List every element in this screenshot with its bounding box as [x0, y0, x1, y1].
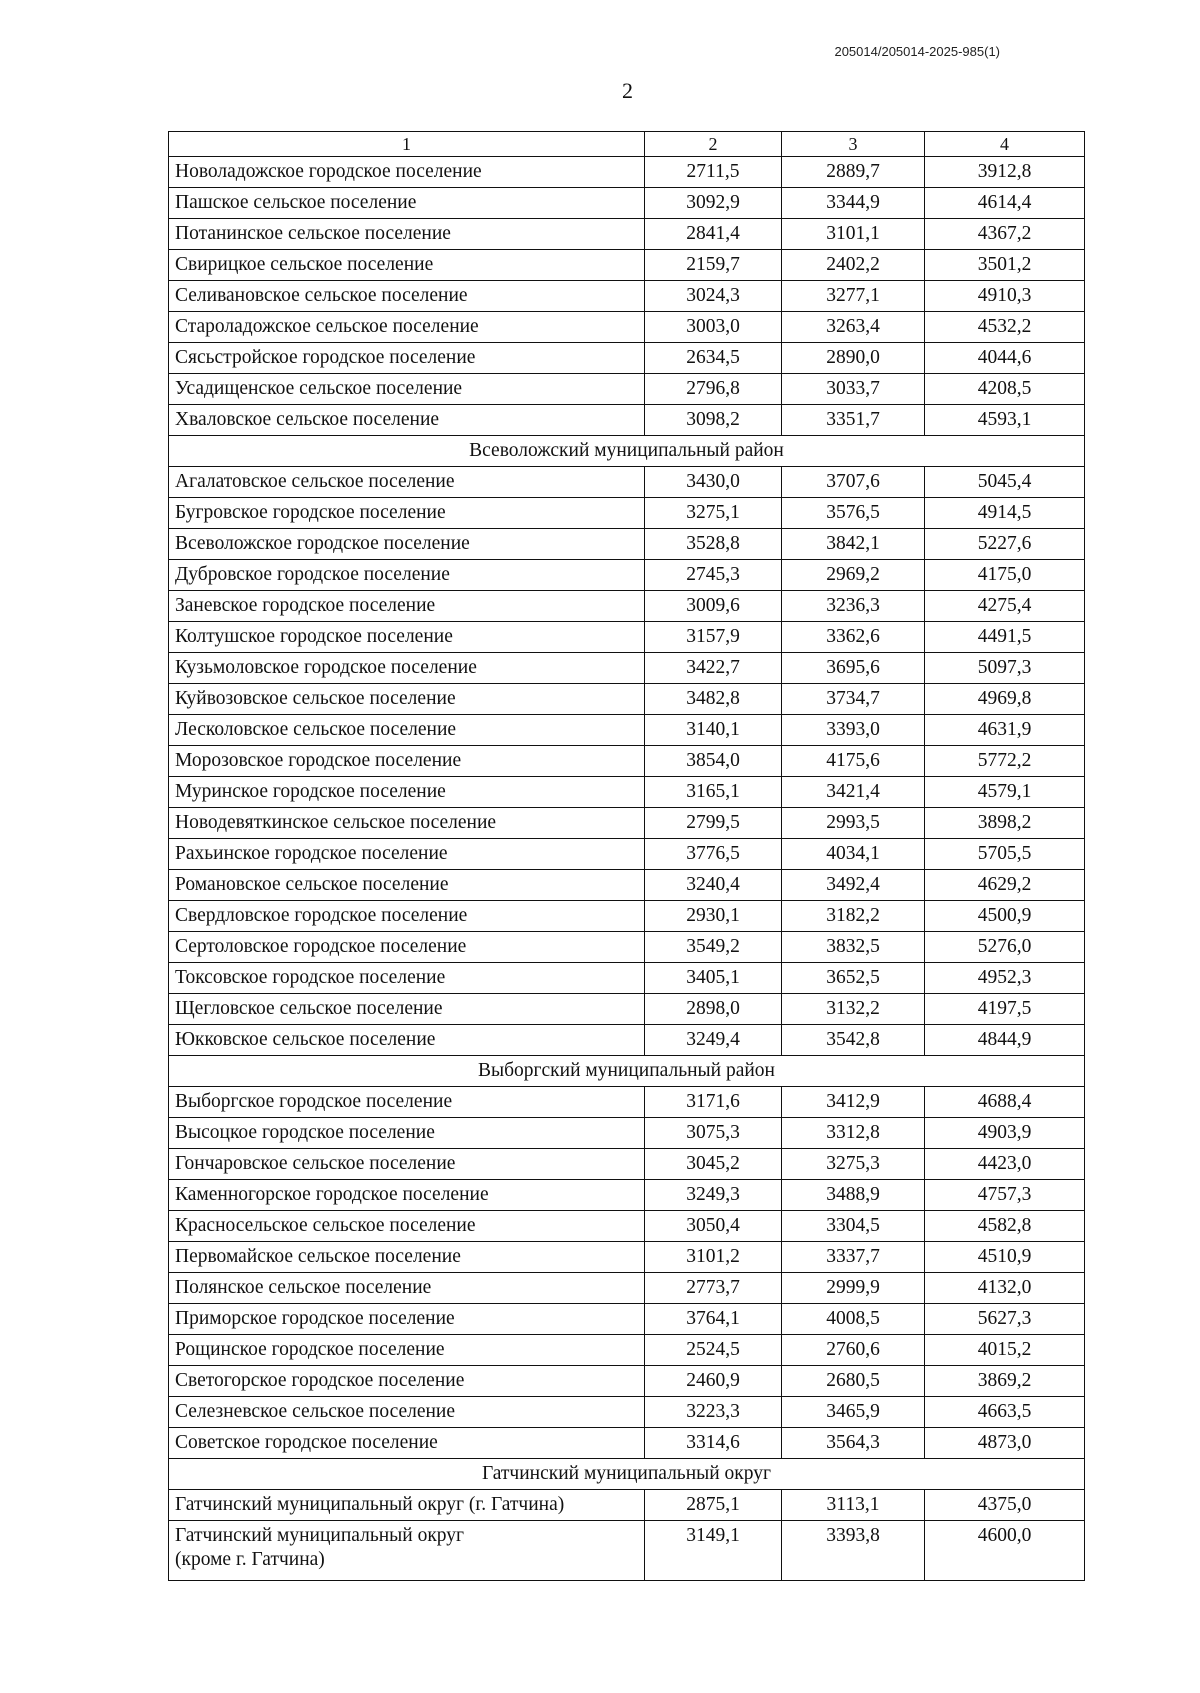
table-row [169, 1242, 1085, 1273]
value-cell-c4: 5772,2 [925, 746, 1085, 777]
data-table [168, 131, 1085, 1581]
value-cell-c3: 2993,5 [782, 808, 925, 839]
table-row [169, 777, 1085, 808]
table-row [169, 1087, 1085, 1118]
value-cell-c2: 3764,1 [645, 1304, 782, 1335]
table-row [169, 622, 1085, 653]
settlement-name-text: Хваловское сельское поселение [175, 409, 440, 430]
table-row [169, 715, 1085, 746]
table-row [169, 312, 1085, 343]
settlement-name-text-line2: (кроме г. Гатчина) [175, 1549, 325, 1570]
table-row [169, 157, 1085, 188]
table-row [169, 1118, 1085, 1149]
settlement-name-text: Новодевяткинское сельское поселение [175, 812, 497, 833]
value-cell-c4: 4510,9 [925, 1242, 1085, 1273]
table-row [169, 808, 1085, 839]
value-cell-c4: 4663,5 [925, 1397, 1085, 1428]
value-cell-c3: 2402,2 [782, 250, 925, 281]
table-row [169, 1149, 1085, 1180]
value-cell-c4: 4969,8 [925, 684, 1085, 715]
settlement-name-text: Пашское сельское поселение [175, 192, 417, 213]
value-cell-c4: 4593,1 [925, 405, 1085, 436]
settlement-name-text: Муринское городское поселение [175, 781, 446, 802]
settlement-name [169, 1118, 645, 1149]
value-cell-c4: 4132,0 [925, 1273, 1085, 1304]
settlement-name [169, 1087, 645, 1118]
value-cell-c3: 3564,3 [782, 1428, 925, 1459]
settlement-name [169, 622, 645, 653]
value-cell-c2: 3024,3 [645, 281, 782, 312]
settlement-name [169, 1242, 645, 1273]
value-cell-c3: 3277,1 [782, 281, 925, 312]
value-cell-c2: 3165,1 [645, 777, 782, 808]
settlement-name [169, 901, 645, 932]
value-cell-c2: 2460,9 [645, 1366, 782, 1397]
table-row [169, 219, 1085, 250]
value-cell-c4: 4688,4 [925, 1087, 1085, 1118]
table-row [169, 343, 1085, 374]
value-cell-c3: 3351,7 [782, 405, 925, 436]
value-cell-c3: 3842,1 [782, 529, 925, 560]
value-cell-c3: 2890,0 [782, 343, 925, 374]
value-cell-c2: 3776,5 [645, 839, 782, 870]
value-cell-c4: 5705,5 [925, 839, 1085, 870]
settlement-name-text: Токсовское городское поселение [175, 967, 446, 988]
value-cell-c3: 4008,5 [782, 1304, 925, 1335]
table-row [169, 684, 1085, 715]
settlement-name-text: Щегловское сельское поселение [175, 998, 443, 1019]
value-cell-c4: 4367,2 [925, 219, 1085, 250]
settlement-name [169, 839, 645, 870]
settlement-name-text: Всеволожское городское поселение [175, 533, 470, 554]
value-cell-c2: 3149,1 [645, 1521, 782, 1581]
table-row [169, 839, 1085, 870]
settlement-name-text: Куйвозовское сельское поселение [175, 688, 456, 709]
value-cell-c2: 3405,1 [645, 963, 782, 994]
settlement-name [169, 1521, 645, 1581]
settlement-name [169, 1149, 645, 1180]
value-cell-c4: 4629,2 [925, 870, 1085, 901]
value-cell-c2: 2796,8 [645, 374, 782, 405]
value-cell-c3: 3304,5 [782, 1211, 925, 1242]
value-cell-c3: 3542,8 [782, 1025, 925, 1056]
value-cell-c3: 2969,2 [782, 560, 925, 591]
settlement-name [169, 994, 645, 1025]
value-cell-c2: 3854,0 [645, 746, 782, 777]
value-cell-c2: 3528,8 [645, 529, 782, 560]
value-cell-c3: 2680,5 [782, 1366, 925, 1397]
value-cell-c4: 4910,3 [925, 281, 1085, 312]
value-cell-c3: 3275,3 [782, 1149, 925, 1180]
value-cell-c2: 3275,1 [645, 498, 782, 529]
table-row [169, 901, 1085, 932]
settlement-name [169, 560, 645, 591]
page-number: 2 [622, 78, 633, 103]
value-cell-c3: 3362,6 [782, 622, 925, 653]
value-cell-c4: 4844,9 [925, 1025, 1085, 1056]
value-cell-c4: 5627,3 [925, 1304, 1085, 1335]
value-cell-c4: 4952,3 [925, 963, 1085, 994]
settlement-name-text: Лесколовское сельское поселение [175, 719, 457, 740]
settlement-name-text: Рахьинское городское поселение [175, 843, 448, 864]
settlement-name-text: Светогорское городское поселение [175, 1370, 465, 1391]
settlement-name-text: Каменногорское городское поселение [175, 1184, 489, 1205]
section-title: Всеволожский муниципальный район [169, 436, 1085, 467]
value-cell-c3: 3344,9 [782, 188, 925, 219]
table-row [169, 405, 1085, 436]
value-cell-c3: 3652,5 [782, 963, 925, 994]
table-row [169, 746, 1085, 777]
value-cell-c2: 3249,3 [645, 1180, 782, 1211]
value-cell-c2: 3003,0 [645, 312, 782, 343]
value-cell-c2: 2773,7 [645, 1273, 782, 1304]
value-cell-c3: 3182,2 [782, 901, 925, 932]
settlement-name [169, 1397, 645, 1428]
settlement-name [169, 467, 645, 498]
section-title: Выборгский муниципальный район [169, 1056, 1085, 1087]
value-cell-c2: 2799,5 [645, 808, 782, 839]
value-cell-c4: 5097,3 [925, 653, 1085, 684]
value-cell-c3: 3101,1 [782, 219, 925, 250]
table-row [169, 870, 1085, 901]
value-cell-c2: 3140,1 [645, 715, 782, 746]
value-cell-c3: 3263,4 [782, 312, 925, 343]
value-cell-c4: 5045,4 [925, 467, 1085, 498]
table-row [169, 591, 1085, 622]
table-row [169, 1366, 1085, 1397]
settlement-name [169, 1490, 645, 1521]
settlement-name [169, 374, 645, 405]
value-cell-c3: 4175,6 [782, 746, 925, 777]
settlement-name-text: Полянское сельское поселение [175, 1277, 432, 1298]
section-row [169, 1056, 1085, 1087]
section-row [169, 436, 1085, 467]
table-row [169, 653, 1085, 684]
settlement-name [169, 281, 645, 312]
value-cell-c4: 4579,1 [925, 777, 1085, 808]
value-cell-c3: 3695,6 [782, 653, 925, 684]
header-cell: 2 [645, 132, 782, 157]
value-cell-c4: 4423,0 [925, 1149, 1085, 1180]
value-cell-c3: 3465,9 [782, 1397, 925, 1428]
document-id: 205014/205014-2025-985(1) [834, 44, 1000, 59]
settlement-name-text: Выборгское городское поселение [175, 1091, 453, 1112]
value-cell-c4: 3912,8 [925, 157, 1085, 188]
settlement-name [169, 1273, 645, 1304]
settlement-name [169, 715, 645, 746]
table-row [169, 281, 1085, 312]
settlement-name-text: Селивановское сельское поселение [175, 285, 468, 306]
settlement-name [169, 343, 645, 374]
value-cell-c2: 2745,3 [645, 560, 782, 591]
settlement-name [169, 219, 645, 250]
settlement-name-text: Свердловское городское поселение [175, 905, 468, 926]
value-cell-c3: 3734,7 [782, 684, 925, 715]
settlement-name [169, 157, 645, 188]
settlement-name-text: Советское городское поселение [175, 1432, 438, 1453]
settlement-name-text: Усадищенское сельское поселение [175, 378, 463, 399]
value-cell-c2: 3075,3 [645, 1118, 782, 1149]
value-cell-c4: 4614,4 [925, 188, 1085, 219]
value-cell-c4: 4375,0 [925, 1490, 1085, 1521]
value-cell-c2: 2524,5 [645, 1335, 782, 1366]
value-cell-c4: 4175,0 [925, 560, 1085, 591]
value-cell-c4: 4208,5 [925, 374, 1085, 405]
settlement-name-text: Рощинское городское поселение [175, 1339, 445, 1360]
settlement-name-text: Романовское сельское поселение [175, 874, 449, 895]
table-row [169, 1273, 1085, 1304]
table-row [169, 1490, 1085, 1521]
settlement-name-text: Колтушское городское поселение [175, 626, 453, 647]
table-row [169, 932, 1085, 963]
value-cell-c2: 2634,5 [645, 343, 782, 374]
value-cell-c4: 4903,9 [925, 1118, 1085, 1149]
settlement-name [169, 188, 645, 219]
settlement-name-text: Гатчинский муниципальный округ (г. Гатчина) [175, 1494, 565, 1515]
settlement-name [169, 405, 645, 436]
value-cell-c3: 3488,9 [782, 1180, 925, 1211]
settlement-name [169, 1428, 645, 1459]
header-cell: 4 [925, 132, 1085, 157]
table-row [169, 374, 1085, 405]
value-cell-c2: 3430,0 [645, 467, 782, 498]
settlement-name-text: Заневское городское поселение [175, 595, 436, 616]
value-cell-c3: 3492,4 [782, 870, 925, 901]
table-row [169, 994, 1085, 1025]
table-row [169, 963, 1085, 994]
value-cell-c4: 4757,3 [925, 1180, 1085, 1211]
value-cell-c2: 2875,1 [645, 1490, 782, 1521]
settlement-name [169, 498, 645, 529]
value-cell-c4: 4197,5 [925, 994, 1085, 1025]
settlement-name-text: Гатчинский муниципальный округ [175, 1525, 465, 1546]
value-cell-c2: 2898,0 [645, 994, 782, 1025]
settlement-name-text: Дубровское городское поселение [175, 564, 450, 585]
value-cell-c2: 3050,4 [645, 1211, 782, 1242]
settlement-name [169, 312, 645, 343]
settlement-name [169, 250, 645, 281]
value-cell-c2: 3240,4 [645, 870, 782, 901]
header-cell: 3 [782, 132, 925, 157]
settlement-name [169, 653, 645, 684]
settlement-name-text: Высоцкое городское поселение [175, 1122, 435, 1143]
value-cell-c2: 3549,2 [645, 932, 782, 963]
value-cell-c2: 3422,7 [645, 653, 782, 684]
settlement-name-text: Юкковское сельское поселение [175, 1029, 436, 1050]
value-cell-c3: 3393,0 [782, 715, 925, 746]
value-cell-c3: 3033,7 [782, 374, 925, 405]
value-cell-c2: 3171,6 [645, 1087, 782, 1118]
value-cell-c4: 4631,9 [925, 715, 1085, 746]
table-row [169, 1304, 1085, 1335]
value-cell-c2: 3098,2 [645, 405, 782, 436]
settlement-name-text: Гончаровское сельское поселение [175, 1153, 456, 1174]
value-cell-c2: 3157,9 [645, 622, 782, 653]
value-cell-c2: 3009,6 [645, 591, 782, 622]
value-cell-c4: 4914,5 [925, 498, 1085, 529]
value-cell-c2: 2841,4 [645, 219, 782, 250]
settlement-name [169, 591, 645, 622]
table-row [169, 1180, 1085, 1211]
value-cell-c4: 4015,2 [925, 1335, 1085, 1366]
value-cell-c3: 2889,7 [782, 157, 925, 188]
table-header-row [169, 132, 1085, 157]
value-cell-c4: 5276,0 [925, 932, 1085, 963]
value-cell-c2: 2711,5 [645, 157, 782, 188]
settlement-name [169, 932, 645, 963]
settlement-name-text: Приморское городское поселение [175, 1308, 455, 1329]
value-cell-c3: 3412,9 [782, 1087, 925, 1118]
value-cell-c2: 3482,8 [645, 684, 782, 715]
settlement-name [169, 529, 645, 560]
value-cell-c3: 3393,8 [782, 1521, 925, 1581]
value-cell-c2: 3101,2 [645, 1242, 782, 1273]
value-cell-c2: 2930,1 [645, 901, 782, 932]
value-cell-c3: 3707,6 [782, 467, 925, 498]
value-cell-c3: 4034,1 [782, 839, 925, 870]
table-row [169, 1335, 1085, 1366]
value-cell-c4: 3898,2 [925, 808, 1085, 839]
value-cell-c2: 2159,7 [645, 250, 782, 281]
table-row [169, 1397, 1085, 1428]
value-cell-c2: 3249,4 [645, 1025, 782, 1056]
settlement-name [169, 870, 645, 901]
value-cell-c3: 3337,7 [782, 1242, 925, 1273]
header-cell: 1 [169, 132, 645, 157]
table-row [169, 188, 1085, 219]
value-cell-c4: 5227,6 [925, 529, 1085, 560]
settlement-name-text: Морозовское городское поселение [175, 750, 462, 771]
settlement-name [169, 1335, 645, 1366]
table-row [169, 529, 1085, 560]
settlement-name [169, 1025, 645, 1056]
settlement-name [169, 808, 645, 839]
table-row [169, 498, 1085, 529]
value-cell-c4: 3869,2 [925, 1366, 1085, 1397]
settlement-name-text: Агалатовское сельское поселение [175, 471, 455, 492]
settlement-name [169, 1211, 645, 1242]
settlement-name-text: Староладожское сельское поселение [175, 316, 479, 337]
value-cell-c2: 3045,2 [645, 1149, 782, 1180]
settlement-name-text: Красносельское сельское поселение [175, 1215, 476, 1236]
value-cell-c2: 3314,6 [645, 1428, 782, 1459]
settlement-name [169, 963, 645, 994]
value-cell-c3: 3576,5 [782, 498, 925, 529]
settlement-name [169, 1366, 645, 1397]
table-row [169, 1025, 1085, 1056]
value-cell-c3: 3113,1 [782, 1490, 925, 1521]
value-cell-c4: 4532,2 [925, 312, 1085, 343]
table-row [169, 1211, 1085, 1242]
settlement-name-text: Потанинское сельское поселение [175, 223, 451, 244]
settlement-name-text: Селезневское сельское поселение [175, 1401, 456, 1422]
settlement-name [169, 746, 645, 777]
section-title: Гатчинский муниципальный округ [169, 1459, 1085, 1490]
section-row [169, 1459, 1085, 1490]
value-cell-c3: 3421,4 [782, 777, 925, 808]
value-cell-c3: 3132,2 [782, 994, 925, 1025]
value-cell-c3: 2999,9 [782, 1273, 925, 1304]
value-cell-c3: 3832,5 [782, 932, 925, 963]
settlement-name-text: Кузьмоловское городское поселение [175, 657, 477, 678]
value-cell-c4: 4491,5 [925, 622, 1085, 653]
value-cell-c3: 3312,8 [782, 1118, 925, 1149]
value-cell-c2: 3092,9 [645, 188, 782, 219]
settlement-name [169, 1304, 645, 1335]
value-cell-c3: 2760,6 [782, 1335, 925, 1366]
settlement-name-text: Первомайское сельское поселение [175, 1246, 461, 1267]
table-row [169, 1521, 1085, 1581]
value-cell-c3: 3236,3 [782, 591, 925, 622]
settlement-name [169, 777, 645, 808]
settlement-name-text: Бугровское городское поселение [175, 502, 446, 523]
table-row [169, 467, 1085, 498]
value-cell-c4: 4500,9 [925, 901, 1085, 932]
value-cell-c4: 4582,8 [925, 1211, 1085, 1242]
value-cell-c4: 3501,2 [925, 250, 1085, 281]
value-cell-c4: 4275,4 [925, 591, 1085, 622]
settlement-name-text: Сясьстройское городское поселение [175, 347, 476, 368]
settlement-name-text: Новоладожское городское поселение [175, 161, 482, 182]
settlement-name [169, 1180, 645, 1211]
value-cell-c2: 3223,3 [645, 1397, 782, 1428]
table-row [169, 560, 1085, 591]
settlement-name-text: Свирицкое сельское поселение [175, 254, 434, 275]
table-row [169, 1428, 1085, 1459]
value-cell-c4: 4600,0 [925, 1521, 1085, 1581]
settlement-name-text: Сертоловское городское поселение [175, 936, 467, 957]
settlement-name [169, 684, 645, 715]
table-row [169, 250, 1085, 281]
value-cell-c4: 4044,6 [925, 343, 1085, 374]
value-cell-c4: 4873,0 [925, 1428, 1085, 1459]
